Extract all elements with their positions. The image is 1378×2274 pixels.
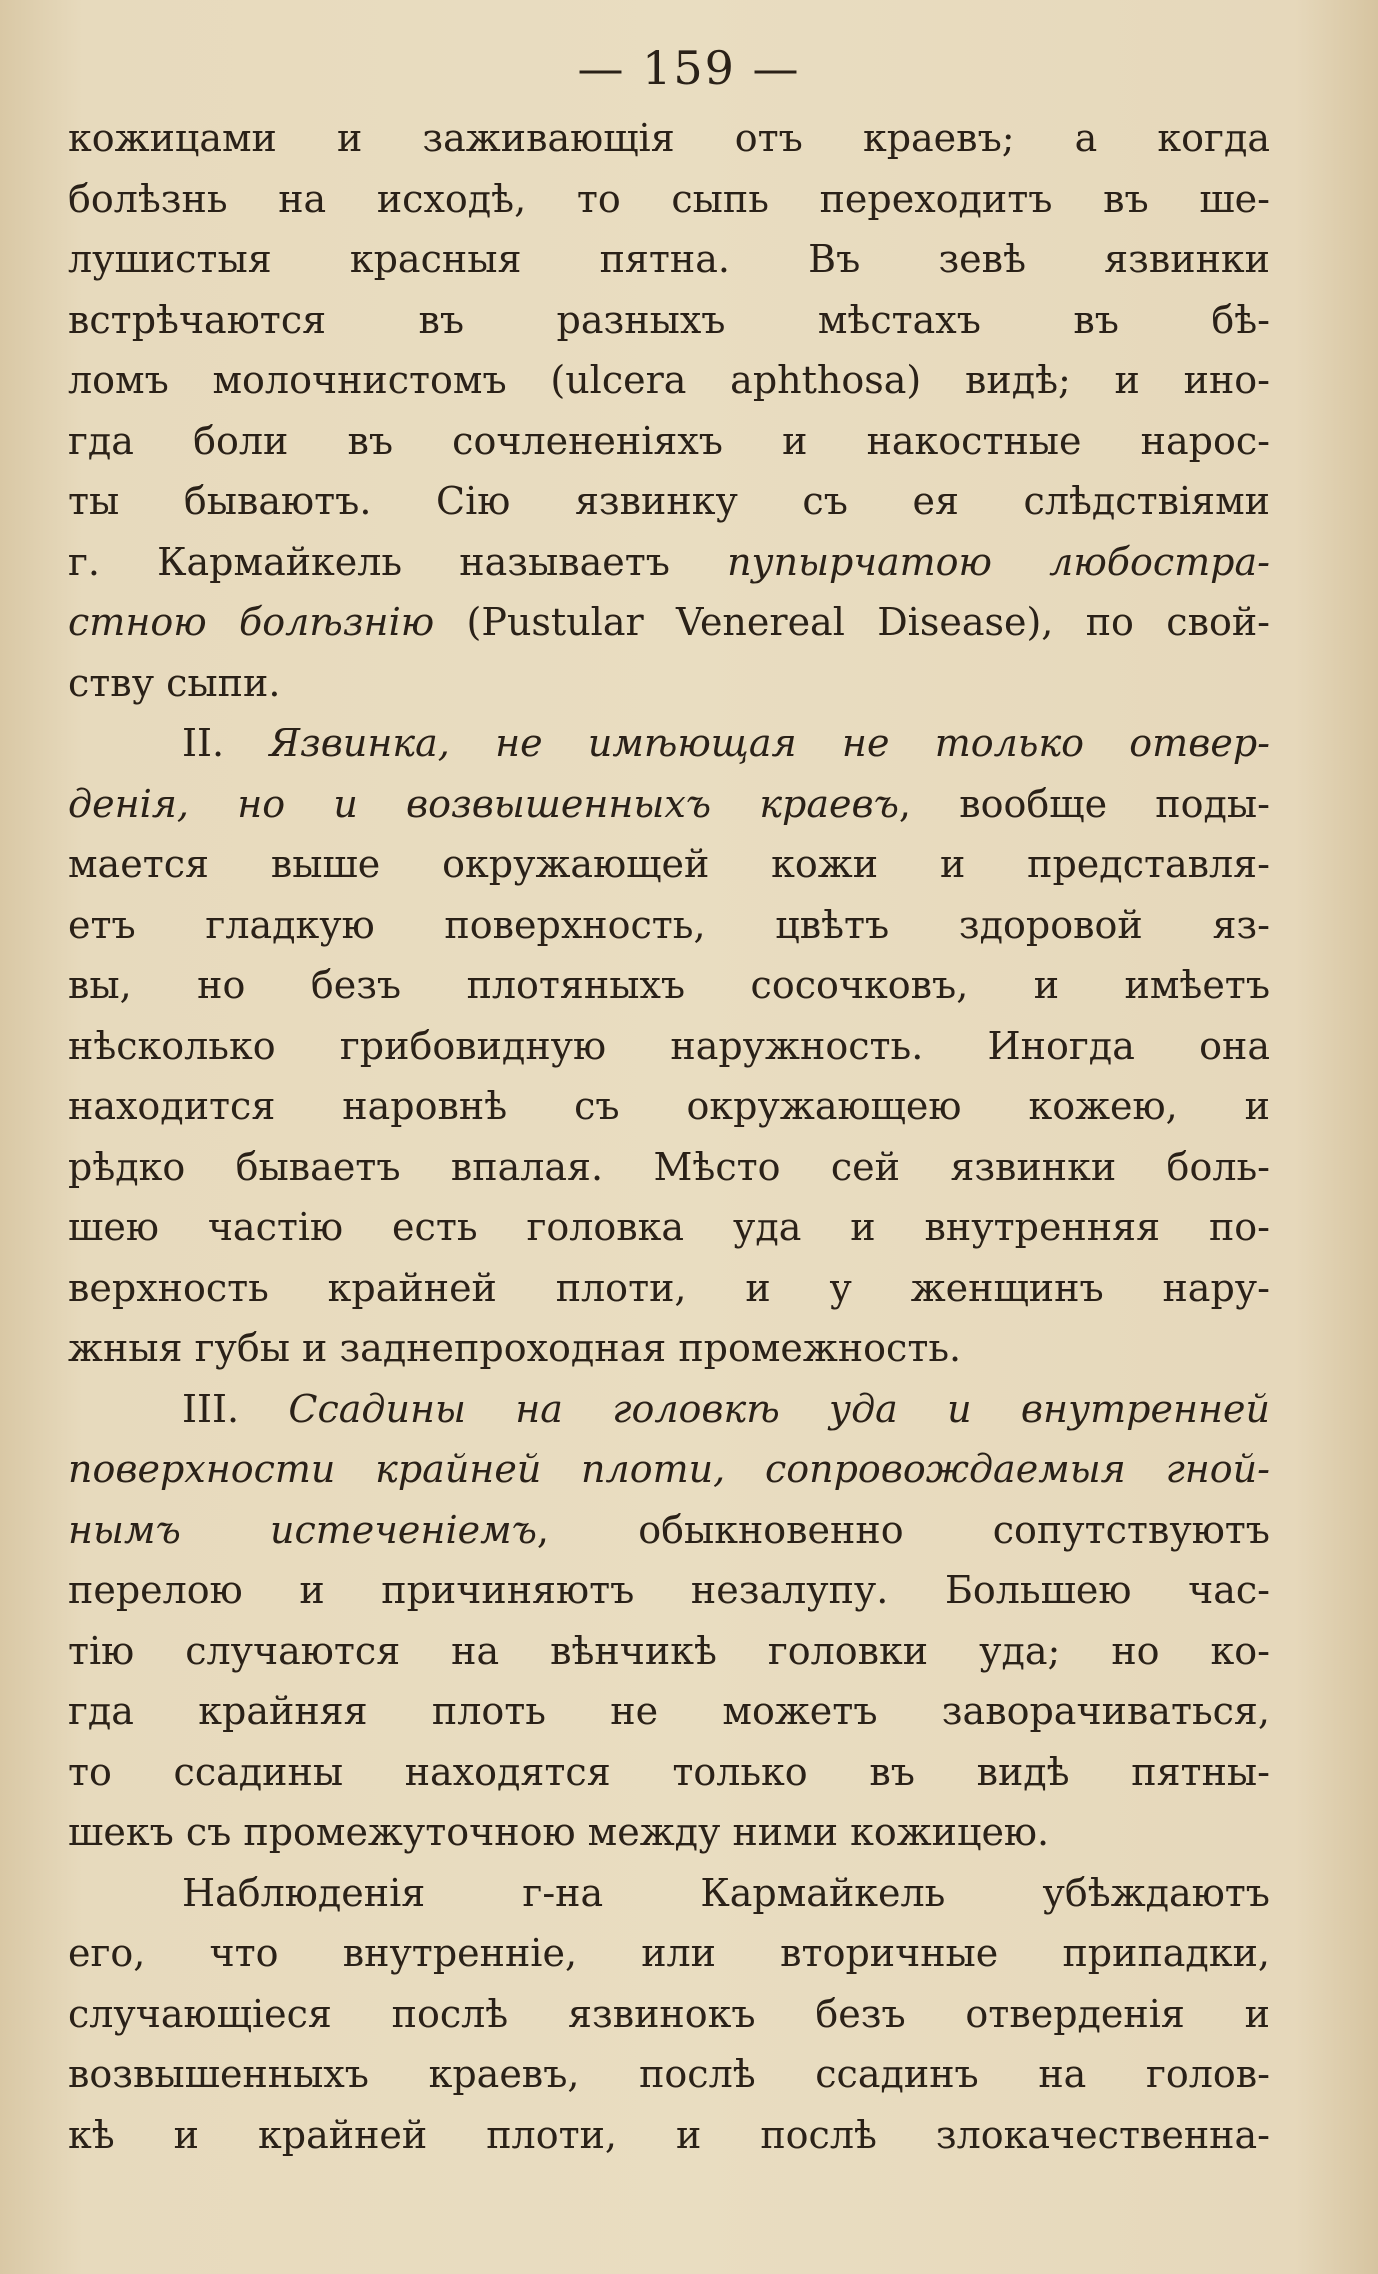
text-line: [68, 1802, 1270, 1863]
text-run: встрѣчаются въ разныхъ мѣстахъ въ бѣ-: [68, 297, 1270, 342]
text-line: [68, 1923, 1270, 1984]
text-line: [68, 532, 1270, 593]
text-run: ству сыпи.: [68, 660, 281, 705]
text-line: [68, 1379, 1270, 1440]
text-line: [68, 1016, 1270, 1077]
text-line: [68, 1197, 1270, 1258]
text-line: [68, 895, 1270, 956]
text-line: [68, 1621, 1270, 1682]
text-run: кожицами и заживающія отъ краевъ; а когда: [68, 116, 1270, 160]
text-line: [68, 471, 1270, 532]
text-line: [68, 1439, 1270, 1500]
text-run: перелою и причиняютъ незалупу. Большею час-: [68, 1568, 1270, 1612]
text-line: [68, 1742, 1270, 1803]
text-line: [68, 290, 1270, 351]
text-run: его, что внутренніе, или вторичные припадки,: [68, 1931, 1270, 1975]
text-line: [68, 350, 1270, 411]
text-line: [68, 1681, 1270, 1742]
text-run: мается выше окружающей кожи и представля-: [68, 842, 1270, 886]
text-run: шекъ съ промежуточною между ними кожицею.: [68, 1810, 1050, 1854]
text-line: [68, 1863, 1270, 1924]
text-line: [68, 1137, 1270, 1198]
italic-text-run: стною болѣзнію: [68, 600, 435, 644]
text-run: г. Кармайкель называетъ: [68, 539, 728, 584]
text-run: гда крайняя плоть не можетъ заворачиваться,: [68, 1689, 1270, 1733]
page-body-text: [68, 108, 1270, 2165]
text-line: [68, 834, 1270, 895]
text-run: III.: [182, 1386, 289, 1431]
italic-text-run: пупырчатою любостра-: [727, 539, 1270, 584]
text-run: лушистыя красныя пятна. Въ зевѣ язвинки: [68, 237, 1270, 281]
text-run: II.: [182, 721, 270, 765]
text-line: [68, 2044, 1270, 2105]
text-line: [68, 1318, 1270, 1379]
text-run: ломъ молочнистомъ (ulcera aphthosa) видѣ; и ино-: [68, 358, 1270, 402]
italic-text-run: Ссадины на головкѣ уда и внутренней: [288, 1386, 1270, 1431]
text-line: [68, 1500, 1270, 1561]
text-run: вы, но безъ плотяныхъ сосочковъ, и имѣетъ: [68, 963, 1270, 1007]
text-run: находится наровнѣ съ окружающею кожею, и: [68, 1084, 1270, 1128]
text-run: гда боли въ сочлененіяхъ и накостные нарос-: [68, 418, 1270, 463]
text-line: [68, 1560, 1270, 1621]
italic-text-run: поверхности крайней плоти, сопровождаемыя гной-: [68, 1447, 1270, 1491]
text-run: рѣдко бываетъ впалая. Мѣсто сей язвинки боль-: [68, 1144, 1270, 1189]
text-run: то ссадины находятся только въ видѣ пятны-: [68, 1749, 1270, 1794]
text-line: [68, 774, 1270, 835]
text-run: верхность крайней плоти, и у женщинъ нару-: [68, 1265, 1270, 1310]
italic-text-run: Язвинка, не имѣющая не только отвер-: [269, 721, 1270, 765]
text-line: [68, 411, 1270, 472]
text-run: , вообще поды-: [898, 781, 1270, 826]
text-run: Наблюденія г-на Кармайкель убѣждаютъ: [182, 1870, 1270, 1915]
text-run: жныя губы и заднепроходная промежность.: [68, 1326, 962, 1370]
text-line: [68, 1984, 1270, 2045]
text-run: кѣ и крайней плоти, и послѣ злокачественна-: [68, 2112, 1270, 2157]
text-run: (Pustular Venereal Disease), по свой-: [434, 600, 1270, 644]
text-run: нѣсколько грибовидную наружность. Иногда она: [68, 1023, 1270, 1068]
text-line: [68, 592, 1270, 653]
text-run: случающіеся послѣ язвинокъ безъ отверденія и: [68, 1991, 1270, 2036]
text-run: , обыкновенно сопутствуютъ: [536, 1507, 1270, 1552]
text-line: [68, 229, 1270, 290]
text-run: тію случаются на вѣнчикѣ головки уда; но ко-: [68, 1628, 1270, 1673]
text-run: шею частію есть головка уда и внутренняя по-: [68, 1205, 1270, 1249]
text-run: етъ гладкую поверхность, цвѣтъ здоровой яз-: [68, 902, 1270, 947]
text-line: [68, 108, 1270, 169]
italic-text-run: нымъ истеченіемъ: [68, 1507, 537, 1552]
text-run: ты бываютъ. Сію язвинку съ ея слѣдствіями: [68, 479, 1270, 523]
text-line: [68, 1258, 1270, 1319]
text-line: [68, 713, 1270, 774]
text-line: [68, 955, 1270, 1016]
text-run: болѣзнь на исходѣ, то сыпь переходитъ въ ше-: [68, 176, 1270, 221]
text-line: [68, 1076, 1270, 1137]
page-number: — 159 —: [577, 41, 801, 95]
text-run: возвышенныхъ краевъ, послѣ ссадинъ на голов-: [68, 2052, 1270, 2096]
text-line: [68, 653, 1270, 714]
italic-text-run: денія, но и возвышенныхъ краевъ: [68, 781, 899, 826]
text-line: [68, 2105, 1270, 2166]
text-line: [68, 169, 1270, 230]
